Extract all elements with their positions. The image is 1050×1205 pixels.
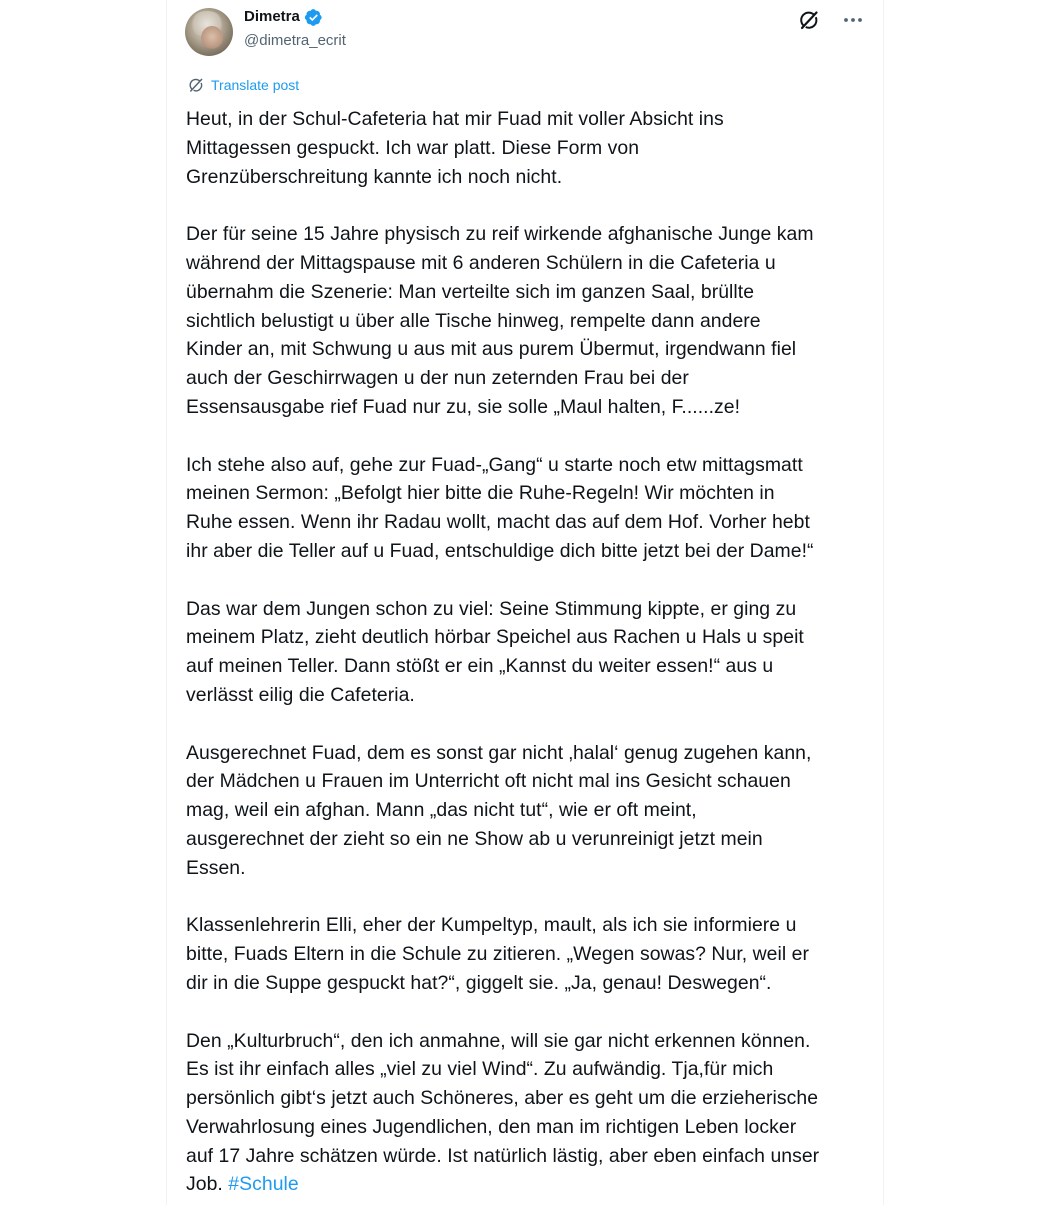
post-paragraph: Heut, in der Schul-Cafeteria hat mir Fuad mit voller Absicht ins Mittagessen gespuckt. Ich war platt. Diese Form von Grenzüberschreitung kannte ich noch nicht.: [186, 108, 724, 188]
post-paragraph-last-text: Den „Kulturbruch“, den ich anmahne, will sie gar nicht erkennen können. Es ist ihr einfach alles „viel zu viel Wind“. Zu aufwändig. Tja,für mich persönlich gibt‘s jetzt auch Schöneres, aber es geht um die erzieherische Verwahrlosung eines Jugendlichen, den man im richtigen Leben locker auf 17 Jahre schätzen würde. Ist natürlich lästig, aber eben einfach unser Job.: [186, 1029, 820, 1196]
author-name-row[interactable]: [244, 7, 323, 27]
post-body: [186, 105, 876, 1199]
verified-badge-icon: [304, 8, 323, 27]
translate-post-label[interactable]: Translate post: [211, 77, 300, 93]
post-card: [166, 0, 884, 1205]
post-paragraph: Der für seine 15 Jahre physisch zu reif wirkende afghanische Junge kam während der Mittagspause mit 6 anderen Schülern in die Cafeteria u übernahm die Szenerie: Man verteilte sich im ganzen Saal, brüllte sichtlich belustigt u über alle Tische hinweg, rempelte dann andere Kinder an, mit Schwung u aus mit aus purem Übermut, irgendwann fiel auch der Geschirrwagen u der nun zeternden Frau bei der Essensausgabe rief Fuad nur zu, sie solle „Maul halten, F......ze!: [186, 223, 814, 418]
author-info: [244, 7, 346, 51]
post-paragraph: Ich stehe also auf, gehe zur Fuad-„Gang“ u starte noch etw mittagsmatt meinen Sermon: „Befolgt hier bitte die Ruhe-Regeln! Wir möchten in Ruhe essen. Wenn ihr Radau wollt, macht das auf dem Hof. Vorher hebt ihr aber die Teller auf u Fuad, entschuldige dich bitte jetzt bei der Dame!“: [186, 453, 814, 562]
grok-icon[interactable]: [797, 8, 821, 32]
post-header: [185, 6, 865, 58]
hashtag-link[interactable]: #Schule: [228, 1173, 299, 1196]
author-display-name[interactable]: Dimetra: [244, 8, 300, 25]
post-paragraph: Ausgerechnet Fuad, dem es sonst gar nicht ‚halal‘ genug zugehen kann, der Mädchen u Frauen im Unterricht oft nicht mal ins Gesicht schauen mag, weil ein afghan. Mann „das nicht tut“, wie er oft meint, ausgerechnet der zieht so ein ne Show ab u verunreinigt jetzt mein Essen.: [186, 741, 812, 879]
avatar[interactable]: [185, 8, 233, 56]
post-paragraph-last: [186, 1027, 876, 1200]
post-paragraph: Das war dem Jungen schon zu viel: Seine Stimmung kippte, er ging zu meinem Platz, zieht deutlich hörbar Speichel aus Rachen u Hals u speit auf meinen Teller. Dann stößt er ein „Kannst du weiter essen!“ aus u verlässt eilig die Cafeteria.: [186, 597, 804, 706]
avatar-face: [201, 26, 223, 50]
more-icon[interactable]: [841, 8, 865, 32]
translate-icon: [187, 76, 205, 94]
author-handle[interactable]: @dimetra_ecrit: [244, 32, 346, 49]
translate-post-link[interactable]: [187, 76, 299, 94]
post-paragraph: Klassenlehrerin Elli, eher der Kumpeltyp, mault, als ich sie informiere u bitte, Fuads Eltern in die Schule zu zitieren. „Wegen sowas? Nur, weil er dir in die Suppe gespuckt hat?“, giggelt sie. „Ja, genau! Deswegen“.: [186, 914, 810, 994]
